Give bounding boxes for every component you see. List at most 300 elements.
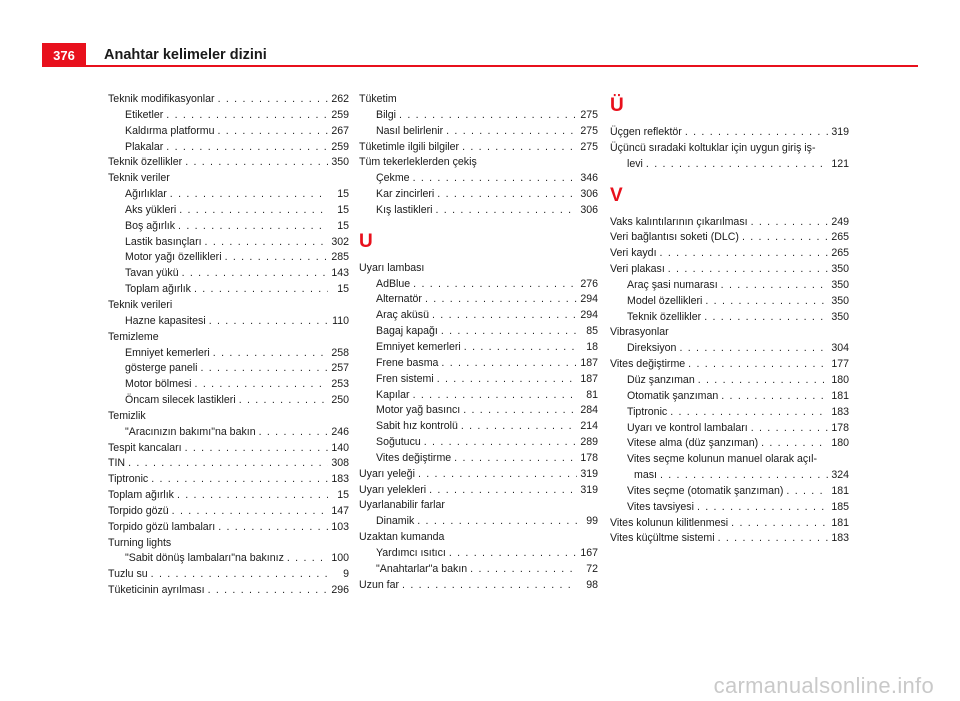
- dot-leader: [402, 578, 577, 594]
- index-term: Yardımcı ısıtıcı: [376, 546, 446, 559]
- index-entry: [359, 467, 598, 483]
- index-term: "Sabit dönüş lambaları"na bakınız: [125, 552, 284, 565]
- index-term: Bilgi: [376, 108, 397, 121]
- dot-leader: [463, 403, 577, 419]
- page-ref: 100: [331, 552, 349, 565]
- page-ref: 72: [586, 562, 598, 575]
- dot-leader: [461, 419, 577, 435]
- page-ref: 183: [831, 532, 849, 545]
- dot-leader: [213, 346, 328, 362]
- index-term: Tespit kancaları: [108, 441, 182, 454]
- page-ref: 350: [831, 263, 849, 276]
- dot-leader: [425, 292, 577, 308]
- index-term: Bagaj kapağı: [376, 325, 438, 338]
- dot-leader: [751, 215, 828, 231]
- dot-leader: [128, 456, 328, 472]
- dot-leader: [166, 108, 328, 124]
- index-entry: [108, 266, 349, 282]
- index-entry: [359, 124, 598, 140]
- index-term: "Anahtarlar"a bakın: [376, 562, 468, 575]
- index-entry: [359, 340, 598, 356]
- index-heading: Üçüncü sıradaki koltuklar için uygun giriş iş-: [610, 141, 816, 154]
- index-entry: [610, 341, 849, 357]
- section-letter: U: [359, 230, 373, 252]
- index-entry: [359, 372, 598, 388]
- dot-leader: [668, 262, 828, 278]
- page-ref: 140: [331, 441, 349, 454]
- page-ref: 249: [831, 215, 849, 228]
- page-ref: 246: [331, 425, 349, 438]
- index-term: Düz şanzıman: [627, 373, 695, 386]
- page-ref: 18: [586, 340, 598, 353]
- index-entry: [610, 215, 849, 231]
- index-heading: Tüm tekerleklerden çekiş: [359, 156, 477, 169]
- dot-leader: [646, 157, 828, 173]
- index-term: Çekme: [376, 172, 410, 185]
- dot-leader: [208, 583, 328, 599]
- page-ref: 81: [586, 388, 598, 401]
- index-entry: [108, 219, 349, 235]
- page-ref: 285: [331, 251, 349, 264]
- dot-leader: [172, 504, 328, 520]
- index-entry: [610, 436, 849, 452]
- dot-leader: [151, 567, 328, 583]
- page-ref: 147: [331, 504, 349, 517]
- index-term: Boş ağırlık: [125, 219, 176, 232]
- index-entry: [108, 393, 349, 409]
- index-entry: [610, 157, 849, 173]
- dot-leader: [399, 108, 577, 124]
- index-entry: [359, 388, 598, 404]
- dot-leader: [218, 520, 328, 536]
- index-entry: [108, 346, 349, 362]
- page-ref: 183: [331, 473, 349, 486]
- dot-leader: [660, 468, 828, 484]
- page-ref: 180: [831, 373, 849, 386]
- index-term: Araç şasi numarası: [627, 278, 718, 291]
- dot-leader: [437, 372, 577, 388]
- index-term: Kış lastikleri: [376, 203, 433, 216]
- index-entry: [610, 468, 849, 484]
- dot-leader: [209, 314, 328, 330]
- page-ref: 294: [580, 309, 598, 322]
- page-ref: 15: [337, 203, 349, 216]
- dot-leader: [751, 421, 828, 437]
- page-ref: 275: [580, 140, 598, 153]
- page-ref: 306: [580, 188, 598, 201]
- index-entry: [359, 356, 598, 372]
- index-entry: [359, 419, 598, 435]
- index-term: "Aracınızın bakımı"na bakın: [125, 425, 256, 438]
- index-term: Aks yükleri: [125, 203, 177, 216]
- index-heading: Teknik veriler: [108, 172, 170, 185]
- index-entry: [108, 282, 349, 298]
- page-ref: 167: [580, 546, 598, 559]
- dot-leader: [259, 425, 328, 441]
- dot-leader: [287, 551, 328, 567]
- index-term: Vites değiştirme: [610, 358, 686, 371]
- index-entry: [108, 520, 349, 536]
- dot-leader: [185, 155, 328, 171]
- index-entry: [359, 514, 598, 530]
- index-entry: [108, 504, 349, 520]
- page-ref: 181: [831, 484, 849, 497]
- dot-leader: [705, 294, 828, 310]
- index-entry: [359, 403, 598, 419]
- index-entry: [359, 140, 598, 156]
- index-term: Tuzlu su: [108, 568, 148, 581]
- index-term: Emniyet kemerleri: [376, 340, 461, 353]
- index-entry: [610, 294, 849, 310]
- page-ref: 15: [337, 188, 349, 201]
- index-term: Uyarı yelekleri: [359, 483, 427, 496]
- dot-leader: [194, 282, 328, 298]
- index-entry: [108, 155, 349, 171]
- page-ref: 275: [580, 124, 598, 137]
- dot-leader: [432, 308, 577, 324]
- dot-leader: [218, 124, 329, 140]
- index-entry: [108, 235, 349, 251]
- index-term: Uzun far: [359, 578, 400, 591]
- page-ref: 267: [331, 124, 349, 137]
- dot-leader: [177, 488, 328, 504]
- index-entry: [610, 500, 849, 516]
- index-term: Uyarı yeleği: [359, 467, 415, 480]
- index-term: Motor yağ basıncı: [376, 404, 461, 417]
- page-ref: 15: [337, 489, 349, 502]
- index-term: Veri kaydı: [610, 247, 657, 260]
- index-term: Kapılar: [376, 388, 410, 401]
- index-term: TIN: [108, 457, 126, 470]
- page-ref: 183: [831, 405, 849, 418]
- page-ref: 98: [586, 578, 598, 591]
- index-term: AdBlue: [376, 277, 411, 290]
- index-term: levi: [627, 157, 643, 170]
- index-entry: [610, 125, 849, 141]
- page-ref: 121: [831, 157, 849, 170]
- page-ref: 350: [831, 310, 849, 323]
- index-heading: Uyarlanabilir farlar: [359, 499, 445, 512]
- index-term: Motor bölmesi: [125, 378, 192, 391]
- index-term: Hazne kapasitesi: [125, 314, 206, 327]
- index-entry: [108, 314, 349, 330]
- index-term: Uyarı ve kontrol lambaları: [627, 421, 748, 434]
- page-number-tab: [42, 43, 86, 67]
- index-heading: Uzaktan kumanda: [359, 531, 445, 544]
- dot-leader: [413, 171, 577, 187]
- index-term: Sabit hız kontrolü: [376, 420, 458, 433]
- index-term: Fren sistemi: [376, 372, 434, 385]
- index-entry: [610, 246, 849, 262]
- index-term: Vites seçme (otomatik şanzıman): [627, 484, 784, 497]
- dot-leader: [418, 467, 577, 483]
- section-letter: Ü: [610, 95, 624, 116]
- dot-leader: [679, 341, 828, 357]
- index-term: Kaldırma platformu: [125, 124, 215, 137]
- index-term: Lastik basınçları: [125, 235, 202, 248]
- index-column-3: [610, 92, 849, 547]
- index-term: Alternatör: [376, 293, 422, 306]
- dot-leader: [786, 484, 828, 500]
- index-entry: [359, 108, 598, 124]
- index-heading: Temizleme: [108, 330, 159, 343]
- page-ref: 265: [831, 231, 849, 244]
- dot-leader: [660, 246, 828, 262]
- dot-leader: [441, 356, 577, 372]
- index-heading: Vites seçme kolunun manuel olarak açıl-: [627, 453, 817, 466]
- dot-leader: [205, 235, 328, 251]
- index-entry: [108, 472, 349, 488]
- page-ref: 181: [831, 389, 849, 402]
- dot-leader: [182, 266, 328, 282]
- dot-leader: [441, 324, 577, 340]
- index-entry: [108, 583, 349, 599]
- page-ref: 294: [580, 293, 598, 306]
- index-entry: [359, 451, 598, 467]
- index-entry: [108, 108, 349, 124]
- page-ref: 187: [580, 372, 598, 385]
- index-term: Tüketimle ilgili bilgiler: [359, 140, 460, 153]
- index-column-2: [359, 92, 598, 593]
- page-ref: 289: [580, 436, 598, 449]
- index-heading: Tüketim: [359, 93, 397, 105]
- page-ref: 178: [831, 421, 849, 434]
- index-entry: [610, 484, 849, 500]
- index-entry: [108, 92, 349, 108]
- index-term: Etiketler: [125, 108, 164, 121]
- index-term: Motor yağı özellikleri: [125, 251, 222, 264]
- index-term: Dinamik: [376, 515, 415, 528]
- page-ref: 304: [831, 342, 849, 355]
- index-term: Toplam ağırlık: [108, 489, 174, 502]
- index-term: Ağırlıklar: [125, 188, 167, 201]
- index-entry: [108, 140, 349, 156]
- dot-leader: [200, 361, 328, 377]
- index-entry: [359, 187, 598, 203]
- index-term: Vites tavsiyesi: [627, 500, 694, 513]
- index-term: Direksiyon: [627, 342, 677, 355]
- page-ref: 308: [331, 457, 349, 470]
- dot-leader: [413, 277, 577, 293]
- index-term: Frene basma: [376, 356, 439, 369]
- page-ref: 250: [331, 394, 349, 407]
- index-entry: [108, 488, 349, 504]
- dot-leader: [437, 187, 577, 203]
- index-entry: [610, 531, 849, 547]
- page-ref: 181: [831, 516, 849, 529]
- index-entry: [610, 357, 849, 373]
- index-heading: Teknik verileri: [108, 298, 173, 311]
- index-term: Teknik özellikler: [108, 156, 183, 169]
- index-term: Emniyet kemerleri: [125, 346, 210, 359]
- page-ref: 306: [580, 203, 598, 216]
- index-term: Veri bağlantısı soketi (DLC): [610, 231, 739, 244]
- index-entry: [108, 441, 349, 457]
- index-term: Tiptronic: [108, 473, 149, 486]
- index-term: Kar zincirleri: [376, 188, 435, 201]
- index-heading: Uyarı lambası: [359, 261, 425, 274]
- page-ref: 187: [580, 356, 598, 369]
- index-entry: [108, 567, 349, 583]
- page-ref: 180: [831, 437, 849, 450]
- index-term: Nasıl belirlenir: [376, 124, 444, 137]
- index-entry: [610, 421, 849, 437]
- dot-leader: [417, 514, 577, 530]
- index-term: Vitese alma (düz şanzıman): [627, 437, 759, 450]
- index-entry: [108, 124, 349, 140]
- index-entry: [359, 171, 598, 187]
- index-entry: [359, 435, 598, 451]
- page-ref: 319: [580, 483, 598, 496]
- page-ref: 296: [331, 584, 349, 597]
- dot-leader: [454, 451, 577, 467]
- dot-leader: [179, 203, 328, 219]
- index-entry: [359, 324, 598, 340]
- page-ref: 262: [331, 93, 349, 105]
- page-ref: 177: [831, 358, 849, 371]
- dot-leader: [436, 203, 577, 219]
- page-ref: 350: [831, 278, 849, 291]
- dot-leader: [446, 124, 577, 140]
- dot-leader: [464, 340, 577, 356]
- index-entry: [610, 516, 849, 532]
- page-ref: 214: [580, 420, 598, 433]
- watermark: carmanualsonline.info: [713, 673, 934, 698]
- index-entry: [610, 262, 849, 278]
- page-ref: 99: [586, 515, 598, 528]
- header-rule: [42, 65, 918, 67]
- page-ref: 257: [331, 362, 349, 375]
- dot-leader: [742, 230, 828, 246]
- index-entry: [359, 308, 598, 324]
- index-column-1: [108, 92, 349, 599]
- index-entry: [610, 373, 849, 389]
- index-term: Tavan yükü: [125, 267, 179, 280]
- index-entry: [359, 562, 598, 578]
- index-term: Torpido gözü lambaları: [108, 520, 216, 533]
- dot-leader: [151, 472, 328, 488]
- index-term: Vites kolunun kilitlenmesi: [610, 516, 729, 529]
- index-term: Teknik modifikasyonlar: [108, 93, 215, 105]
- dot-leader: [462, 140, 577, 156]
- index-entry: [359, 578, 598, 594]
- dot-leader: [731, 516, 828, 532]
- page-ref: 259: [331, 108, 349, 121]
- index-term: Üçgen reflektör: [610, 126, 682, 138]
- index-heading: Temizlik: [108, 409, 146, 422]
- page-ref: 103: [331, 520, 349, 533]
- page-ref: 275: [580, 108, 598, 121]
- page-ref: 185: [831, 500, 849, 513]
- dot-leader: [429, 483, 577, 499]
- page-ref: 15: [337, 219, 349, 232]
- index-term: Torpido gözü: [108, 504, 169, 517]
- index-entry: [108, 551, 349, 567]
- index-entry: [359, 203, 598, 219]
- index-entry: [108, 361, 349, 377]
- page-ref: 143: [331, 267, 349, 280]
- index-entry: [359, 292, 598, 308]
- dot-leader: [413, 388, 577, 404]
- index-entry: [610, 405, 849, 421]
- dot-leader: [721, 389, 828, 405]
- index-term: Öncam silecek lastikleri: [125, 394, 236, 407]
- page-ref: 259: [331, 140, 349, 153]
- page-ref: 284: [580, 404, 598, 417]
- page-ref: 15: [337, 283, 349, 296]
- page-ref: 350: [331, 156, 349, 169]
- page-ref: 253: [331, 378, 349, 391]
- index-entry: [610, 310, 849, 326]
- section-letter: V: [610, 184, 623, 206]
- dot-leader: [225, 250, 328, 266]
- page-ref: 350: [831, 294, 849, 307]
- dot-leader: [470, 562, 577, 578]
- dot-leader: [449, 546, 577, 562]
- index-entry: [108, 187, 349, 203]
- dot-leader: [239, 393, 328, 409]
- index-term: Toplam ağırlık: [125, 283, 191, 296]
- index-term: Tiptronic: [627, 405, 668, 418]
- index-term: Otomatik şanzıman: [627, 389, 719, 402]
- index-entry: [108, 456, 349, 472]
- page-ref: 110: [332, 314, 349, 327]
- index-term: Tüketicinin ayrılması: [108, 584, 205, 597]
- page-title: Anahtar kelimeler dizini: [104, 47, 267, 63]
- index-heading: Turning lights: [108, 536, 172, 549]
- page-ref: 258: [331, 346, 349, 359]
- dot-leader: [685, 125, 828, 141]
- dot-leader: [761, 436, 828, 452]
- index-term: Vaks kalıntılarının çıkarılması: [610, 215, 748, 228]
- dot-leader: [688, 357, 828, 373]
- index-entry: [108, 203, 349, 219]
- index-term: gösterge paneli: [125, 362, 198, 375]
- index-entry: [610, 389, 849, 405]
- dot-leader: [697, 500, 828, 516]
- dot-leader: [698, 373, 828, 389]
- page-ref: 85: [586, 325, 598, 338]
- index-entry: [610, 230, 849, 246]
- dot-leader: [170, 187, 328, 203]
- index-term: Teknik özellikler: [627, 310, 702, 323]
- index-term: Plakalar: [125, 140, 164, 153]
- page-ref: 9: [343, 568, 349, 581]
- page-ref: 265: [831, 247, 849, 260]
- dot-leader: [178, 219, 328, 235]
- page-ref: 319: [580, 467, 598, 480]
- index-term: Araç aküsü: [376, 309, 429, 322]
- index-entry: [359, 483, 598, 499]
- page-number: 376: [53, 47, 75, 63]
- index-term: ması: [634, 469, 657, 482]
- index-entry: [359, 546, 598, 562]
- index-entry: [108, 250, 349, 266]
- dot-leader: [721, 278, 828, 294]
- index-entry: [108, 425, 349, 441]
- dot-leader: [218, 92, 328, 108]
- index-heading: Vibrasyonlar: [610, 326, 669, 339]
- index-term: Vites küçültme sistemi: [610, 532, 715, 545]
- page-ref: 346: [580, 172, 598, 185]
- dot-leader: [195, 377, 328, 393]
- index-entry: [610, 278, 849, 294]
- page-ref: 178: [580, 451, 598, 464]
- dot-leader: [185, 441, 328, 457]
- index-term: Model özellikleri: [627, 294, 703, 307]
- index-term: Soğutucu: [376, 436, 421, 449]
- index-entry: [359, 277, 598, 293]
